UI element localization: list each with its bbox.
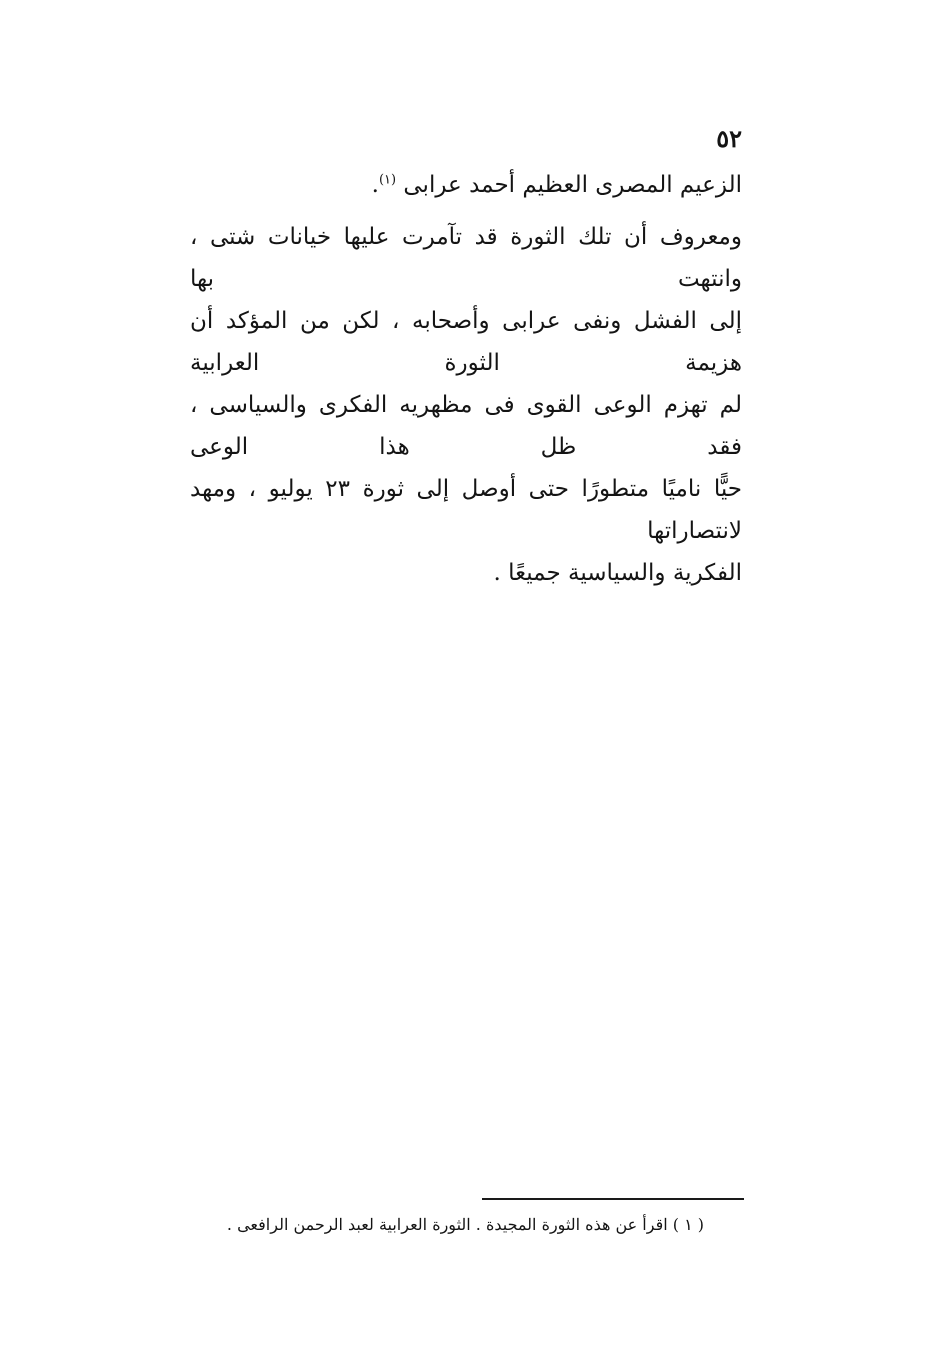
paragraph-line-1: ومعروف أن تلك الثورة قد تآمرت عليها خيانات شتى ، وانتهت بها: [190, 224, 742, 292]
paragraph-line-3: لم تهزم الوعى القوى فى مظهريه الفكرى والسياسى ، فقد ظل هذا الوعى: [190, 392, 742, 460]
paragraph: [190, 216, 742, 594]
footnote-reference[interactable]: (١): [378, 172, 397, 188]
main-text: [190, 164, 742, 594]
intro-line-end: .: [371, 172, 379, 198]
paragraph-line-5: الفكرية والسياسية جميعًا .: [493, 560, 742, 586]
intro-line: [190, 164, 742, 206]
footnote: ( ١ ) اقرأ عن هذه الثورة المجيدة . الثورة العرابية لعبد الرحمن الرافعى .: [226, 1215, 704, 1234]
paragraph-line-2: إلى الفشل ونفى عرابى وأصحابه ، لكن من المؤكد أن هزيمة الثورة العرابية: [190, 308, 742, 376]
paragraph-line-4: حيًّا ناميًا متطورًا حتى أوصل إلى ثورة ٢٣ يوليو ، ومهد لانتصاراتها: [190, 476, 742, 544]
page-number: ٥٢: [716, 124, 742, 153]
footnote-divider: [482, 1198, 744, 1200]
intro-line-text: الزعيم المصرى العظيم أحمد عرابى: [403, 172, 742, 198]
